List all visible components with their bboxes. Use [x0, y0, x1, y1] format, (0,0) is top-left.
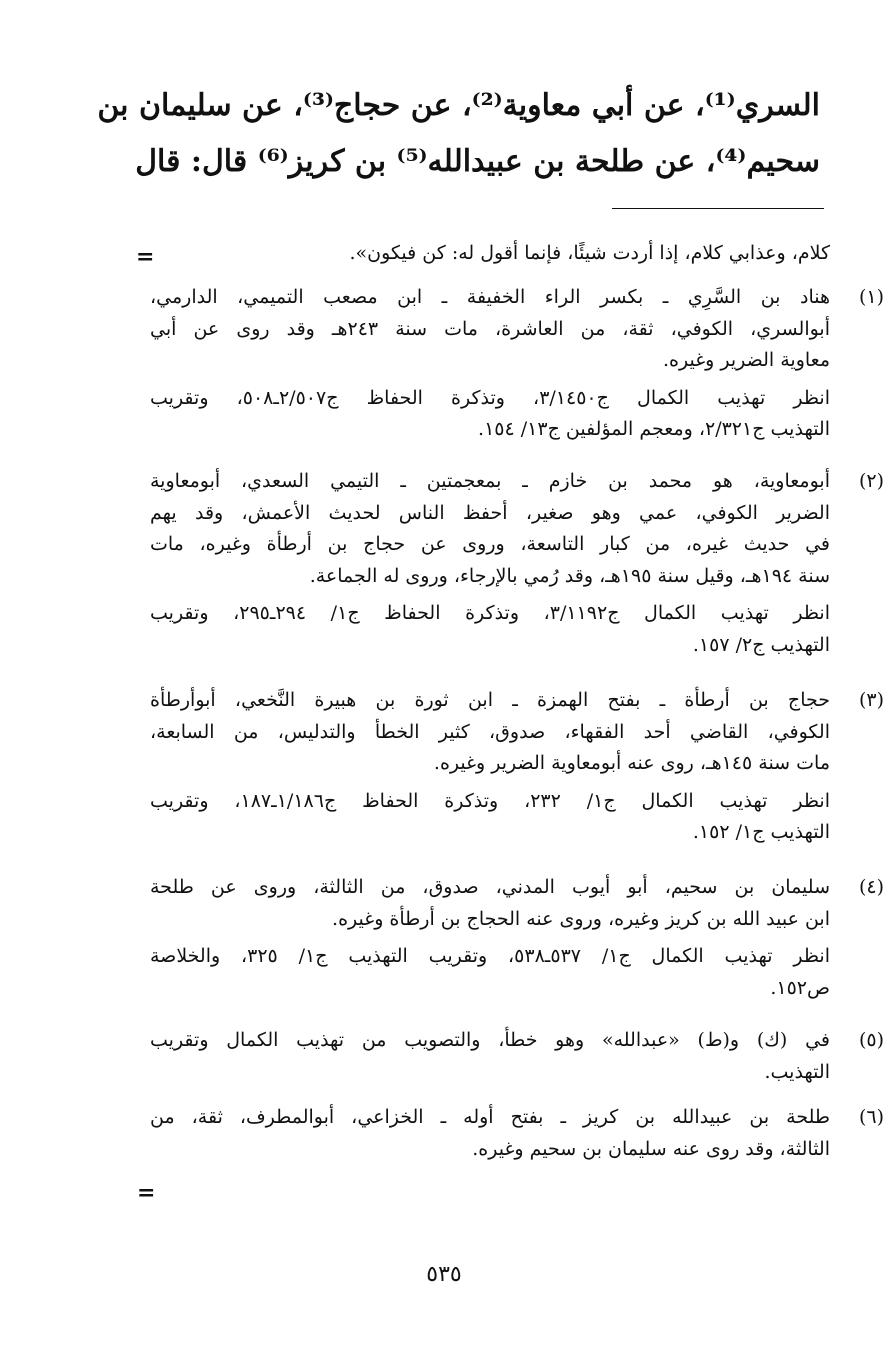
footnote-line: في حديث غيره، من كبار التاسعة، وروى عن حجاج بن أرطأة وغيره، مات — [150, 533, 830, 555]
footnote-3 — [150, 685, 884, 849]
footnote-reference-line: انظر تهذيب الكمال ج٣/١٤٥٠، وتذكرة الحفاظ ج٢/٥٠٧ـ٥٠٨، وتقريب — [150, 386, 830, 409]
footnote-reference-line: انظر تهذيب الكمال ج١/ ٥٣٧ـ٥٣٨، وتقريب التهذيب ج١/ ٣٢٥، والخلاصة — [150, 945, 830, 967]
footnote-6 — [150, 1102, 884, 1165]
footnote-reference-line: انظر تهذيب الكمال ج٣/١١٩٢، وتذكرة الحفاظ ج١/ ٢٩٤ـ٢٩٥، وتقريب — [150, 602, 830, 624]
footnote-line: أبومعاوية، هو محمد بن خازم ـ بمعجمتين ـ التيمي السعدي، أبومعاوية — [150, 470, 830, 492]
footnote-line: ابن عبيد الله بن كريز وغيره، وروى عنه الحجاج بن أرطأة وغيره. — [332, 907, 830, 930]
footnote-line: كلام، وعذابي كلام، إذا أردت شيئًا، فإنما أقول له: كن فيكون». — [349, 242, 830, 264]
footnote-line: سنة ١٩٤هـ، وقيل سنة ١٩٥هـ، وقد رُمي بالإرجاء، وروى له الجماعة. — [309, 564, 830, 587]
footnote-line: معاوية الضرير وغيره. — [663, 349, 830, 371]
continued-footnote — [150, 238, 830, 270]
page-number: ٥٣٥ — [426, 1262, 462, 1287]
footnote-line: الكوفي، القاضي أحد الفقهاء، صدوق، كثير الخطأ والتدليس، من السابعة، — [150, 720, 830, 743]
main-text-line: السري⁽¹⁾، عن أبي معاوية⁽²⁾، عن حجاج⁽³⁾، عن سليمان بن — [97, 88, 820, 123]
footnote-number: (٣) — [858, 689, 884, 711]
footnote-reference-line: التهذيب ج٢/٣٢١، ومعجم المؤلفين ج١٣/ ١٥٤. — [478, 418, 830, 440]
footnote-line: في (ك) و(ط) «عبدالله» وهو خطأ، والتصويب من تهذيب الكمال وتقريب — [150, 1029, 830, 1051]
continuation-marker-top: = — [136, 244, 155, 270]
footnote-number: (٦) — [858, 1106, 884, 1128]
footnote-line: أبوالسري، الكوفي، ثقة، من العاشرة، مات سنة ٢٤٣هـ وقد روى عن أبي — [150, 317, 830, 340]
footnote-separator — [612, 208, 824, 209]
footnote-number: (٥) — [858, 1029, 884, 1051]
footnote-line: التهذيب. — [764, 1060, 830, 1083]
footnote-line: حجاج بن أرطأة ـ بفتح الهمزة ـ ابن ثورة بن هبيرة النَّخعي، أبوأرطأة — [150, 689, 830, 711]
main-text-line: سحيم⁽⁴⁾، عن طلحة بن عبيدالله⁽⁵⁾ بن كريز⁽⁶⁾ قال: قال — [135, 144, 820, 179]
footnote-number: (١) — [858, 286, 884, 308]
footnote-number: (٤) — [858, 876, 884, 898]
footnote-1 — [150, 282, 884, 446]
footnote-4 — [150, 872, 884, 1004]
footnote-line: الثالثة، وقد روى عنه سليمان بن سحيم وغيره. — [472, 1137, 830, 1160]
footnote-line: سليمان بن سحيم، أبو أيوب المدني، صدوق، من الثالثة، وروى عن طلحة — [150, 876, 830, 898]
continuation-marker-bottom: = — [137, 1180, 156, 1206]
footnote-number: (٢) — [858, 470, 884, 492]
footnote-line: الضرير الكوفي، عمي وهو صغير، أحفظ الناس لحديث الأعمش، وقد يهم — [150, 501, 830, 524]
main-text — [97, 78, 820, 190]
footnote-line: هناد بن السَّرِي ـ بكسر الراء الخفيفة ـ ابن مصعب التميمي، الدارمي، — [150, 286, 830, 308]
footnote-line: طلحة بن عبيدالله بن كريز ـ بفتح أوله ـ الخزاعي، أبوالمطرف، ثقة، من — [150, 1106, 830, 1128]
footnote-reference-line: التهذيب ج٢/ ١٥٧. — [692, 633, 830, 656]
footnote-2 — [150, 466, 884, 661]
footnote-5 — [150, 1025, 884, 1088]
footnote-reference-line: التهذيب ج١/ ١٥٢. — [692, 821, 830, 843]
footnote-reference-line: انظر تهذيب الكمال ج١/ ٢٣٢، وتذكرة الحفاظ ج١/١٨٦ـ١٨٧، وتقريب — [150, 789, 830, 812]
footnote-line: مات سنة ١٤٥هـ، روى عنه أبومعاوية الضرير وغيره. — [433, 752, 830, 774]
footnote-reference-line: ص١٥٢. — [770, 976, 830, 999]
